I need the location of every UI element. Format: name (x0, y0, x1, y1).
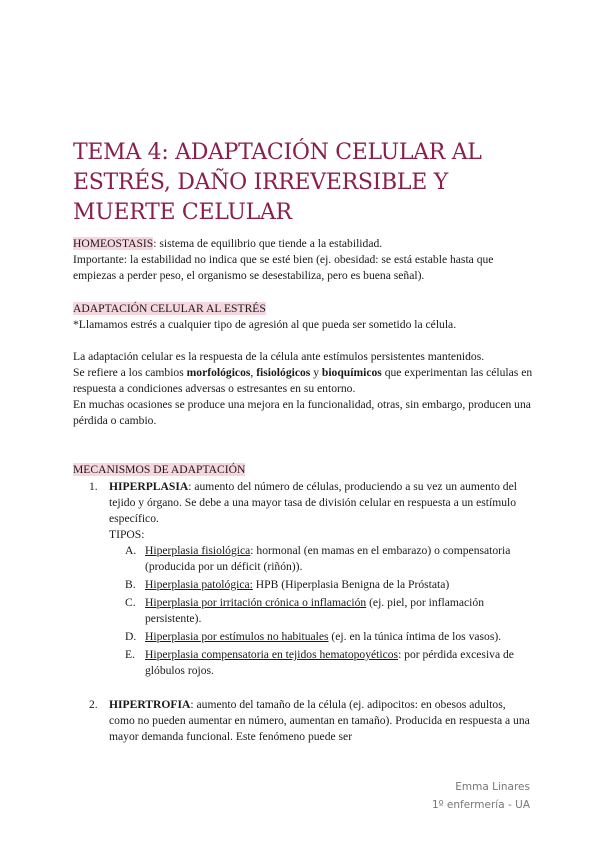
adaptacion-p2: Se refiere a los cambios morfológicos, fisiológicos y bioquímicos que experimentan las células en respuesta a condiciones adversas o estresantes en su entorno. (73, 366, 533, 395)
mecanismos-heading-row (73, 462, 533, 478)
homeostasis-term: HOMEOSTASIS (73, 237, 154, 250)
footer-course: 1º enfermería - UA (431, 799, 530, 811)
adaptacion-section (73, 301, 533, 333)
adaptacion-p1: La adaptación celular es la respuesta de la célula ante estímulos persistentes mantenidos. (73, 350, 485, 363)
tipo-item: C. Hiperplasia por irritación crónica o inflamación (ej. piel, por inflamación persistente). (125, 596, 485, 625)
stress-note: *Llamamos estrés a cualquier tipo de agresión al que pueda ser sometido la célula. (73, 318, 457, 331)
adaptacion-paragraphs (73, 349, 533, 429)
adaptacion-p3: En muchas ocasiones se produce una mejora en la funcionalidad, otras, sin embargo, producen una pérdida o cambio. (73, 398, 531, 427)
list-item-hiperplasia: 1. HIPERPLASIA: aumento del número de células, produciendo a su vez un aumento del tejido y órgano. Se debe a una mayor tasa de división celular en respuesta a un estímulo específico. TIPOS: (73, 479, 533, 543)
homeostasis-section (73, 236, 533, 284)
hipertrofia-term: HIPERTROFIA (109, 698, 191, 711)
tipo-item: D. Hiperplasia por estímulos no habituales (ej. en la túnica íntima de los vasos). (125, 630, 502, 643)
adaptacion-heading: ADAPTACIÓN CELULAR AL ESTRÉS (73, 302, 266, 315)
mecanismos-heading: MECANISMOS DE ADAPTACIÓN (73, 463, 246, 476)
tipo-item: B. Hiperplasia patológica: HPB (Hiperplasia Benigna de la Próstata) (125, 578, 450, 591)
footer-author: Emma Linares (455, 781, 530, 793)
homeostasis-definition: HOMEOSTASIS: sistema de equilibrio que tiende a la estabilidad. (73, 237, 383, 250)
tipo-item: A. Hiperplasia fisiológica: hormonal (en mamas en el embarazo) o compensatoria (producida por un déficit (riñón)). (125, 544, 511, 573)
tipos-label: TIPOS: (109, 528, 145, 541)
mecanismos-list (73, 479, 533, 745)
homeostasis-note: Importante: la estabilidad no indica que se esté bien (ej. obesidad: se está estable hasta que empiezas a perder peso, el organismo se desestabiliza, pero es buena señal). (73, 253, 494, 282)
page-title: TEMA 4: ADAPTACIÓN CELULAR AL ESTRÉS, DAÑO IRREVERSIBLE Y MUERTE CELULAR (73, 140, 482, 225)
tipo-item: E. Hiperplasia compensatoria en tejidos hematopoyéticos: por pérdida excesiva de glóbulos rojos. (125, 648, 514, 677)
page-footer (432, 778, 530, 814)
list-item-hipertrofia: 2. HIPERTROFIA: aumento del tamaño de la célula (ej. adipocitos: en obesos adultos, como no pueden aumentar en número, aumentan en tamaño). Producida en respuesta a una mayor demanda funcional. Este fenómeno puede ser (89, 698, 530, 743)
hiperplasia-term: HIPERPLASIA (109, 480, 189, 493)
